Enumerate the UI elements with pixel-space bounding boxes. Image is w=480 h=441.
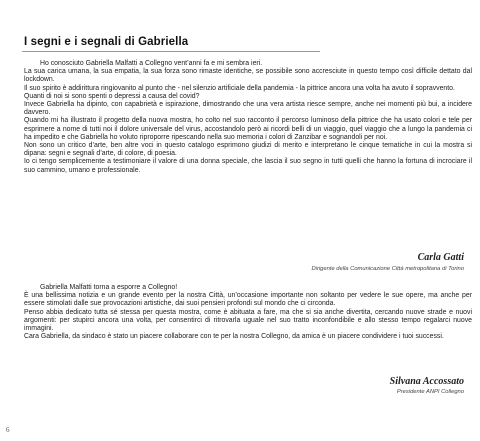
text-section-silvana-accossato (24, 284, 472, 341)
paragraph: Quanti di noi si sono spenti o depressi a causa del covid? (24, 92, 200, 100)
signature-name: Carla Gatti (417, 252, 464, 263)
paragraph: La sua carica umana, la sua empatia, la sua forza sono rimaste identiche, se possibile sono accresciute in questo tempo così difficile dettato dal lockdown. (24, 68, 472, 84)
paragraph: Ho conosciuto Gabriella Malfatti a Collegno vent’anni fa e mi sembra ieri. (40, 60, 263, 67)
paragraph: Penso abbia dedicato tutta sé stessa per questa mostra, come è abituata a fare, ma che si sia anche divertita, cercando nuove strade e nuovi argomenti: per stupirci ancora una volta, per consentirci di ritrovarla uguale nel suo tratto inconfondibile e allo stesso tempo regalarci nuove immagini. (24, 308, 472, 333)
paragraph: È una bellissima notizia e un grande evento per la nostra Città, un’occasione importante non soltanto per vedere le sue opere, ma anche per essere stimolati dalle sue provocazioni artistiche, dai suoi pensieri profondi sul mondo che ci circonda. (24, 292, 472, 308)
paragraph: Gabriella Malfatti torna a esporre a Collegno! (40, 284, 178, 291)
title-underline (22, 51, 320, 52)
page-title: I segni e i segnali di Gabriella (24, 36, 189, 48)
paragraph: Cara Gabriella, da sindaco è stato un piacere collaborare con te per la nostra Collegno, da amica è un piacere condividere i tuoi successi. (24, 333, 444, 341)
signature-name: Silvana Accossato (389, 376, 464, 387)
text-section-carla-gatti (24, 60, 472, 175)
paragraph: Io ci tengo semplicemente a testimoniare il valore di una donna speciale, che lascia il suo segno in tutti quelli che hanno la fortuna di incrociare il suo cammino, umano e professionale. (24, 158, 472, 174)
paragraph: Invece Gabriella ha dipinto, con capabrietà e ispirazione, dimostrando che una vera artista riesce sempre, anche nei momenti più bui, a incidere davvero. (24, 101, 472, 117)
paragraph: Il suo spirito è addirittura ringiovanito al punto che - nel silenzio artificiale della pandemia - la pittrice ancora una volta ha avuto il sopravvento. (24, 84, 455, 92)
page-number: 6 (6, 426, 10, 434)
paragraph: Non sono un critico d’arte, ben altre voci in questo catalogo esprimono giudizi di merito e interpretano le cinque tematiche in cui la mostra si dipana: segni e segnali d’arte, di colore, di poesia. (24, 142, 472, 158)
signature-role: Presidente ANPI Collegno (396, 389, 464, 395)
paragraph: Quando mi ha illustrato il progetto della nuova mostra, ho colto nel suo racconto il percorso luminoso della pittrice che ha usato colori e tele per esprimere a nome di tutti noi il dolore universale del virus, accostandolo però ai ricordi belli di un viaggio, quel viaggio che a lungo la pandemia ci ha impedito e che Gabriella ho voluto riproporre ripescando nella suo memoria i colori di Zanzibar e sognandoli per noi. (24, 117, 472, 141)
signature-role: Dirigente della Comunicazione Città metropolitana di Torino (311, 266, 464, 272)
